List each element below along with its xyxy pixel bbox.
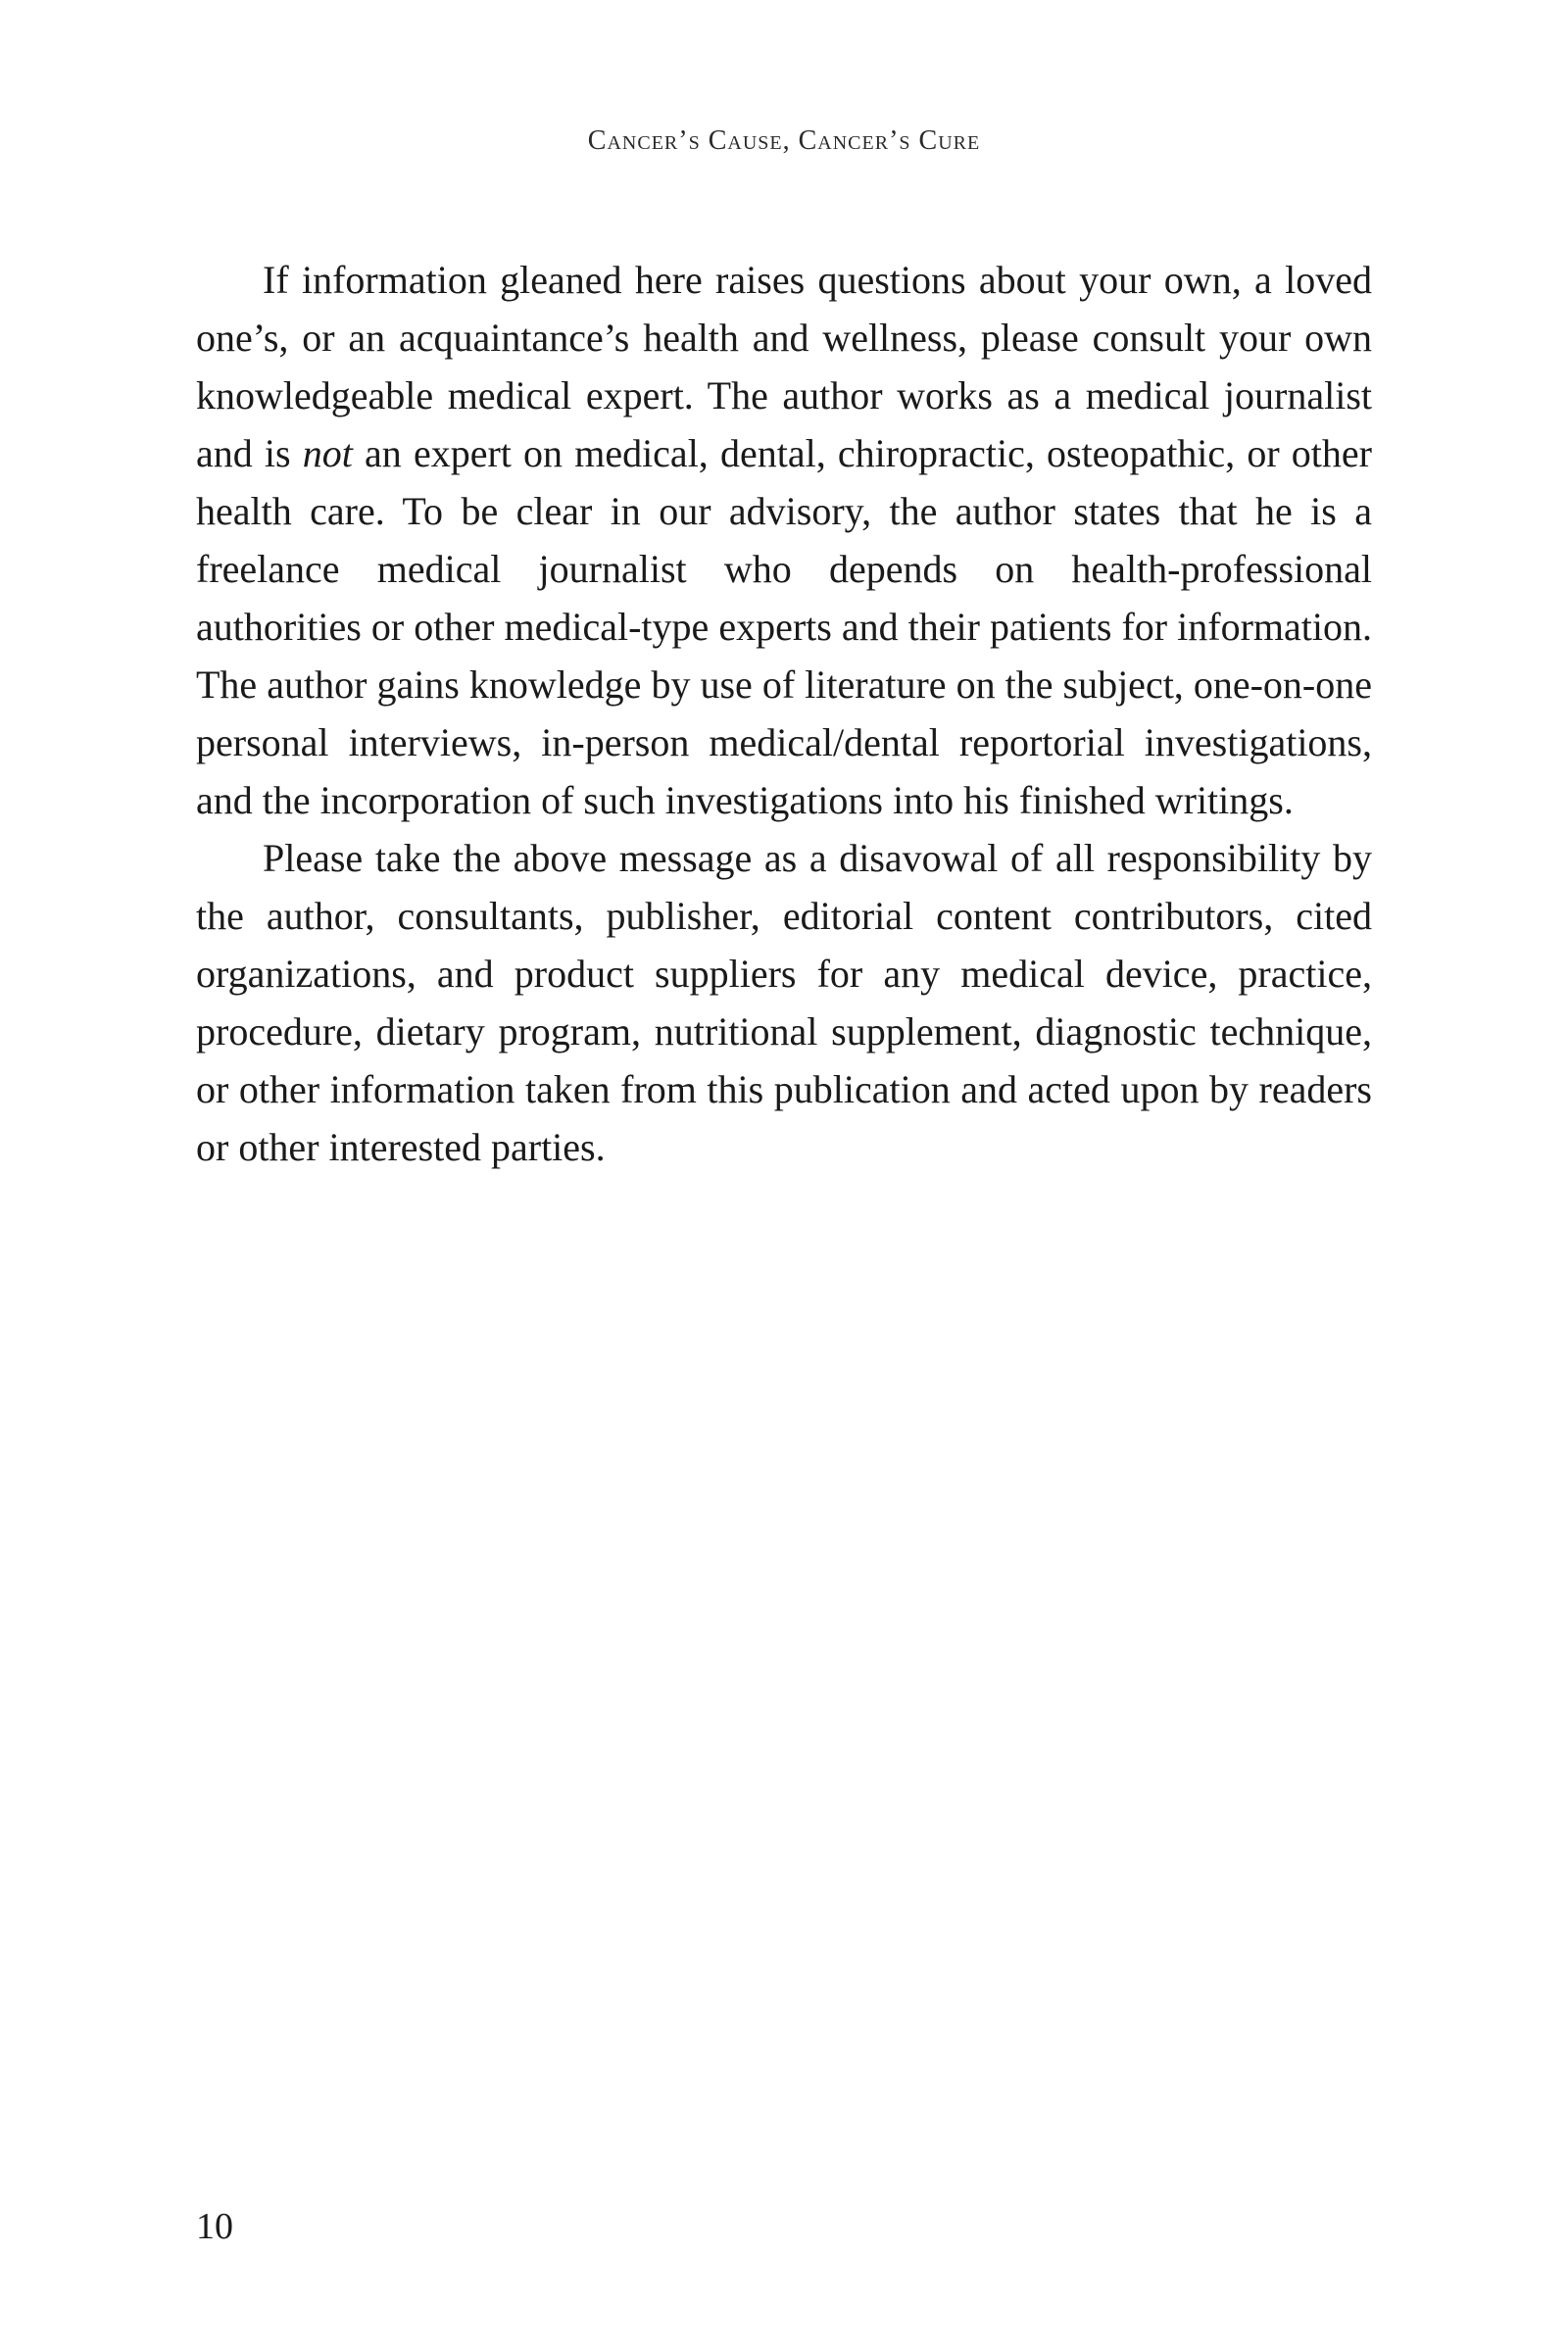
body-text [196, 251, 1372, 1176]
running-head: Cancer’s Cause, Cancer’s Cure [587, 125, 981, 156]
paragraph-1-text-b: an expert on medical, dental, chiropractic, osteopathic, or other health care. To be clear in our advisory, the author states that he is a freelance medical journalist who depends on health-professional authorities or other medical-type experts and their patients for information. The author gains knowledge by use of literature on the subject, one-on-one personal interviews, in-person medical/dental reportorial investigations, and the incorporation of such investigations into his finished writings. [196, 431, 1372, 822]
paragraph-1-text-a: If information gleaned here raises questions about your own, a loved one’s, or an acquaintance’s health and wellness, please consult your own knowledgeable medical expert. The author works as a medical journalist and is [196, 258, 1372, 475]
paragraph-disclaimer-2: Please take the above message as a disavowal of all responsibility by the author, consultants, publisher, editorial content contributors, cited organizations, and product suppliers for any medical device, practice, procedure, dietary program, nutritional supplement, diagnostic technique, or other information taken from this publication and acted upon by readers or other interested parties. [196, 836, 1372, 1169]
paragraph-disclaimer-1 [196, 251, 1372, 829]
page-number: 10 [196, 2206, 233, 2247]
paragraph-1-emphasis: not [302, 431, 353, 475]
